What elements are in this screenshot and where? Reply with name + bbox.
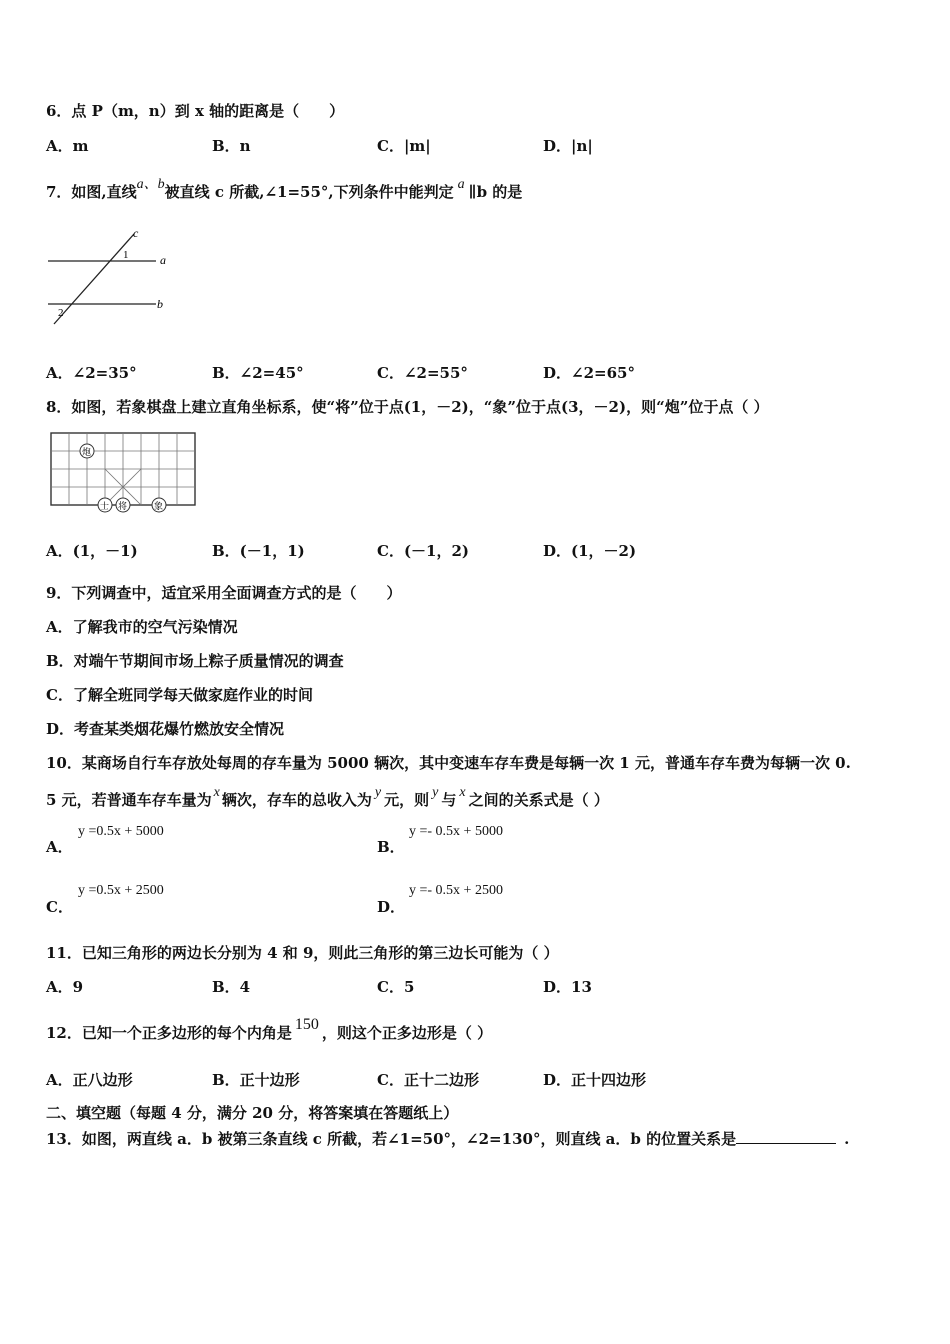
q7-stem-mid: 被直线 c 所截,∠1=55°,下列条件中能判定 <box>164 183 454 201</box>
q10-stem-line1: 10．某商场自行车存放处每周的存车量为 5000 辆次，其中变速车存车费是每辆一次 1 元，普通车存车费为每辆一次 0. <box>46 754 851 772</box>
q9-option-d: D．考查某类烟花爆竹燃放安全情况 <box>46 720 285 738</box>
label-1: 1 <box>123 249 129 261</box>
q13-stem: 13．如图，两直线 a．b 被第三条直线 c 所截，若∠1=50°，∠2=130°，则直线 a．b 的位置关系是 . <box>46 1130 850 1148</box>
q7-option-c: C．∠2=55° <box>377 364 468 382</box>
q12-angle: 150 <box>294 1016 319 1033</box>
q11-option-b: B．4 <box>212 978 251 996</box>
q7-stem-ab: a、b <box>136 177 165 192</box>
var-y-2: y <box>432 785 439 800</box>
q7-stem <box>46 177 523 204</box>
q6-option-c: C．|m| <box>377 137 431 155</box>
q10-option-b-formula: y =- 0.5x + 5000 <box>409 824 503 839</box>
q6-option-d: D．|n| <box>543 137 593 155</box>
var-x-2: x <box>459 785 466 800</box>
label-b: b <box>157 297 163 311</box>
q11-option-c: C．5 <box>377 978 415 996</box>
q12-option-d: D．正十四边形 <box>543 1071 647 1089</box>
q7-stem-pre: 7．如图,直线 <box>46 183 137 201</box>
svg-text:炮: 炮 <box>82 448 92 458</box>
q9-stem: 9．下列调查中，适宜采用全面调查方式的是（ ） <box>46 584 402 602</box>
q7-option-b: B．∠2=45° <box>212 364 304 382</box>
q10-stem-line2: 5 元，若普通车存车量为 x 辆次，存车的总收入为 y 元，则 y 与 x 之间的关系式是（ ） <box>46 785 609 809</box>
q10-option-a-formula: y =0.5x + 5000 <box>78 824 164 839</box>
q10-option-c-formula: y =0.5x + 2500 <box>78 883 164 898</box>
q8-option-a: A．(1，－1) <box>46 542 138 560</box>
q10-option-d-formula: y =- 0.5x + 2500 <box>409 883 503 898</box>
q11-option-a: A．9 <box>46 978 84 996</box>
q7-stem-a: a <box>457 177 465 192</box>
var-y: y <box>374 785 382 800</box>
q7-stem-post: ∥b 的是 <box>468 183 523 201</box>
label-2: 2 <box>58 307 64 319</box>
q12-option-a: A．正八边形 <box>46 1071 133 1089</box>
q12-option-b: B．正十边形 <box>212 1071 300 1089</box>
q8-stem: 8．如图，若象棋盘上建立直角坐标系，使“将”位于点(1，－2)，“象”位于点(3，－2)，则“炮”位于点（ ） <box>46 398 769 416</box>
svg-text:士: 士 <box>100 502 110 512</box>
section2-title: 二、填空题（每题 4 分，满分 20 分，将答案填在答题纸上） <box>46 1104 459 1122</box>
q13-answer-blank <box>736 1129 836 1144</box>
q10-option-b-label: B． <box>377 838 405 856</box>
q10-option-a-label: A． <box>46 838 73 856</box>
q12-stem: 12．已知一个正多边形的每个内角是 150 ，则这个正多边形是（ ） <box>46 1016 493 1042</box>
q10-option-d-label: D． <box>377 898 406 916</box>
q9-option-c: C．了解全班同学每天做家庭作业的时间 <box>46 686 313 704</box>
q8-option-b: B．(－1，1) <box>212 542 305 560</box>
q11-stem: 11．已知三角形的两边长分别为 4 和 9，则此三角形的第三边长可能为（ ） <box>46 944 559 962</box>
q10-option-c-label: C． <box>46 898 73 916</box>
q6-option-b: B．n <box>212 137 251 155</box>
svg-text:将: 将 <box>118 502 128 512</box>
label-a: a <box>160 253 166 267</box>
q7-option-a: A．∠2=35° <box>46 364 137 382</box>
var-x: x <box>213 785 220 800</box>
q6-option-a: A．m <box>46 137 89 155</box>
q8-option-d: D．(1，－2) <box>543 542 637 560</box>
q6-stem: 6．点 P（m，n）到 x 轴的距离是（ ） <box>46 102 345 120</box>
q8-option-c: C．(－1，2) <box>377 542 470 560</box>
label-c: c <box>133 226 139 240</box>
q7-figure <box>44 224 179 329</box>
q8-chess-board <box>48 430 200 514</box>
q9-option-b: B．对端午节期间市场上粽子质量情况的调查 <box>46 652 344 670</box>
q9-option-a: A．了解我市的空气污染情况 <box>46 618 238 636</box>
q12-option-c: C．正十二边形 <box>377 1071 479 1089</box>
q11-option-d: D．13 <box>543 978 592 996</box>
svg-text:象: 象 <box>154 502 164 512</box>
line-c <box>54 234 134 324</box>
q7-option-d: D．∠2=65° <box>543 364 635 382</box>
